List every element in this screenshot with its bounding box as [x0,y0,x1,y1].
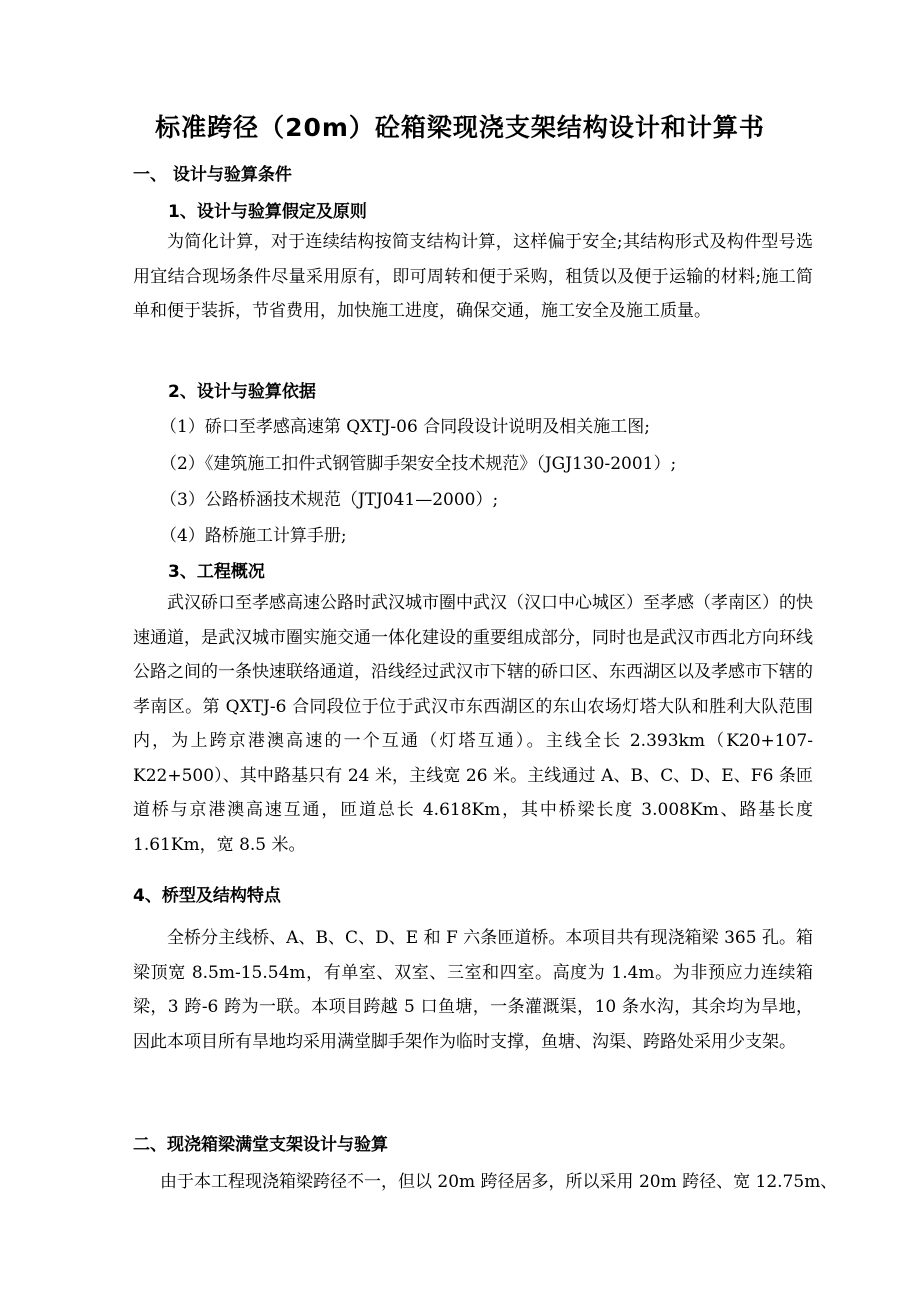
subsection-4-heading: 4、桥型及结构特点 [133,886,281,906]
subsection-1-paragraph: 为简化计算，对于连续结构按简支结构计算，这样偏于安全;其结构形式及构件型号选用宜结合现场条件尽量采用原有，即可周转和便于采购，租赁以及便于运输的材料;施工简单和便于装拆，节省费用，加快施工进度，确保交通，施工安全及施工质量。 [133,232,813,321]
subsection-1-heading: 1、设计与验算假定及原则 [168,202,367,222]
reference-item: （3）公路桥涵技术规范（JTJ041—2000）; [160,490,499,510]
subsection-3-heading: 3、工程概况 [168,562,265,582]
reference-item: （1）硚口至孝感高速第 QXTJ-06 合同段设计说明及相关施工图; [160,417,650,437]
section-2-paragraph: 由于本工程现浇箱梁跨径不一，但以 20m 跨径居多，所以采用 20m 跨径、宽 12.75m、 [160,1172,838,1192]
section-1-heading: 一、 设计与验算条件 [133,165,292,185]
reference-item: （2）《建筑施工扣件式钢管脚手架安全技术规范》（JGJ130-2001）; [160,454,677,474]
section-2-heading: 二、现浇箱梁满堂支架设计与验算 [133,1135,388,1155]
reference-item: （4）路桥施工计算手册; [160,526,347,546]
document-title: 标准跨径（20m）砼箱梁现浇支架结构设计和计算书 [155,113,765,142]
subsection-4-paragraph: 全桥分主线桥、A、B、C、D、E 和 F 六条匝道桥。本项目共有现浇箱梁 365 孔。箱梁顶宽 8.5m-15.54m，有单室、双室、三室和四室。高度为 1.4m。为非预应力连续箱梁，3 跨-6 跨为一联。本项目跨越 5 口鱼塘，一条灌溉渠，10 条水沟，其余均为旱地，因此本项目所有旱地均采用满堂脚手架作为临时支撑，鱼塘、沟渠、跨路处采用少支架。 [133,928,813,1052]
subsection-3-paragraph: 武汉硚口至孝感高速公路时武汉城市圈中武汉（汉口中心城区）至孝感（孝南区）的快速通道，是武汉城市圈实施交通一体化建设的重要组成部分，同时也是武汉市西北方向环线公路之间的一条快速联络通道，沿线经过武汉市下辖的硚口区、东西湖区以及孝感市下辖的孝南区。第 QXTJ-6 合同段位于位于武汉市东西湖区的东山农场灯塔大队和胜利大队范围内，为上跨京港澳高速的一个互通（灯塔互通）。主线全长 2.393km（K20+107-K22+500）、其中路基只有 24 米，主线宽 26 米。主线通过 A、B、C、D、E、F6 条匝道桥与京港澳高速互通，匝道总长 4.618Km，其中桥梁长度 3.008Km、路基长度 1.61Km，宽 8.5 米。 [133,593,813,855]
subsection-2-heading: 2、设计与验算依据 [168,382,316,402]
